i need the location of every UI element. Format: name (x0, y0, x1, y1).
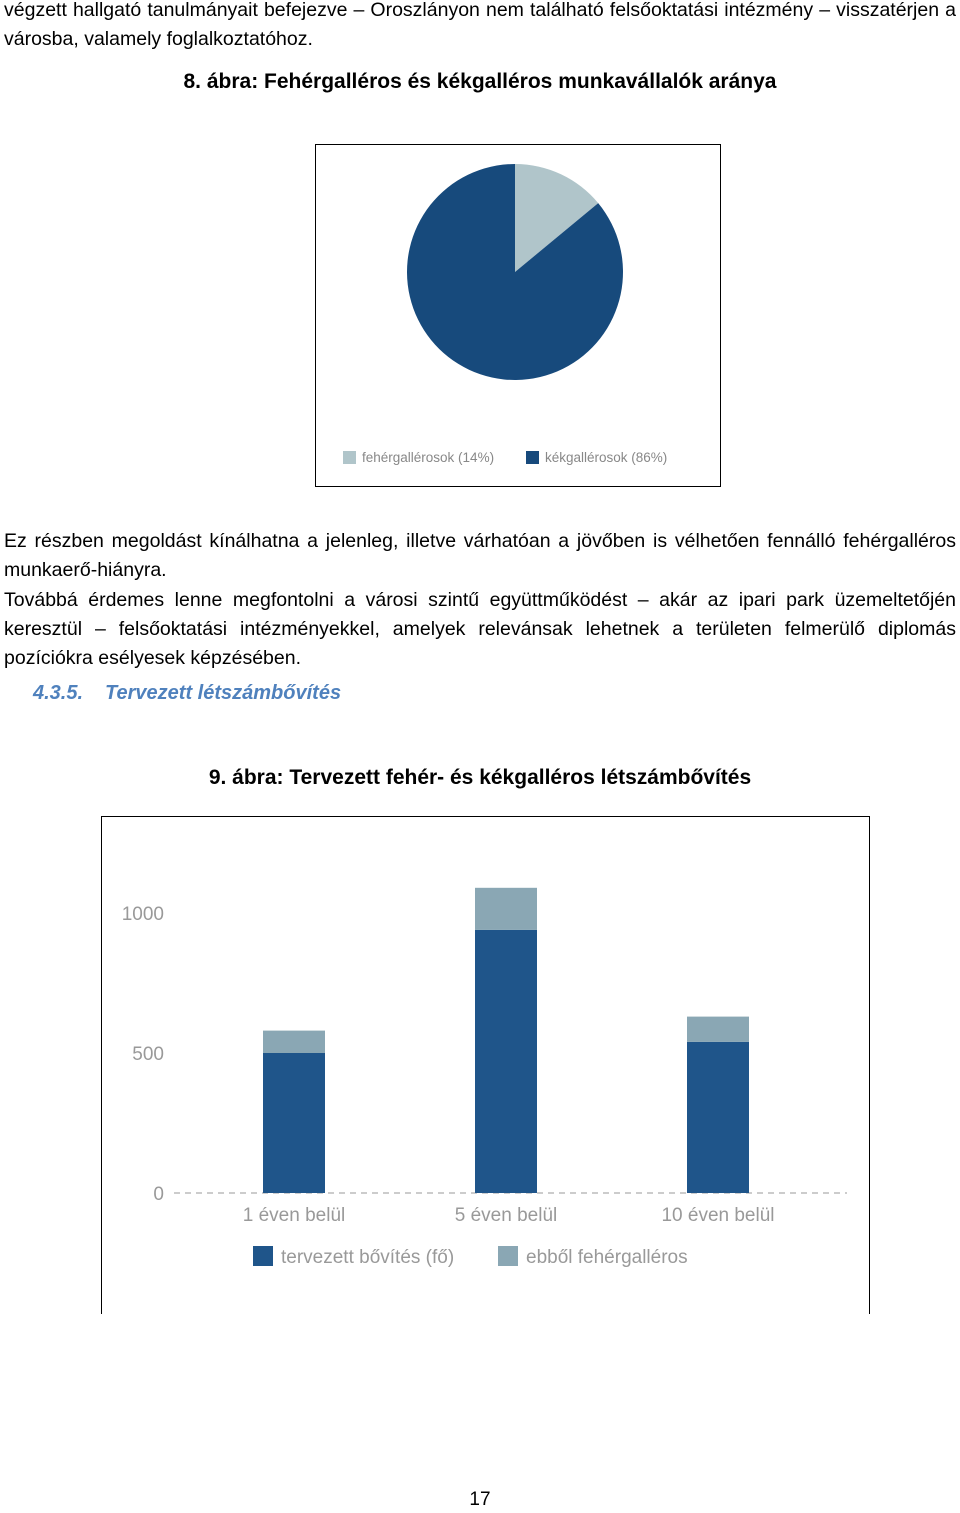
paragraph-2: Ez részben megoldást kínálhatna a jelenleg, illetve várhatóan a jövőben is vélhetően fennálló fehérgalléros munkaerő-hiányra. (4, 530, 956, 581)
paragraph-3: Továbbá érdemes lenne megfontolni a városi szintű együttműködést – akár az ipari park üzemeltetőjén keresztül – felsőoktatási intézményekkel, amelyek relevánsak lehetnek a területen felmerülő diplomás pozíciókra esélyesek képzésében. (4, 589, 956, 669)
y-tick-label-3: 1000 (121, 904, 164, 925)
section-title: Tervezett létszámbővítés (105, 682, 342, 704)
figure8-caption: 8. ábra: Fehérgalléros és kékgalléros munkavállalók aránya (183, 70, 777, 93)
x-tick-label-1: 1 éven belül (242, 1205, 346, 1226)
intro-paragraph: végzett hallgató tanulmányait befejezve – Oroszlányon nem található felsőoktatási intézmény – visszatérjen a városba, valamely foglalkoztatóhoz. (4, 0, 956, 50)
pie-legend-swatch-2 (526, 451, 539, 464)
bar-legend-swatch-1 (253, 1246, 273, 1266)
y-tick-label-1: 0 (153, 1184, 164, 1205)
section-heading (33, 682, 341, 705)
x-tick-label-2: 5 éven belül (454, 1205, 558, 1226)
bar-legend-swatch-2 (498, 1246, 518, 1266)
bar-chart-frame (101, 816, 870, 1314)
pie-chart (316, 145, 719, 485)
bar-expansion-3 (687, 1042, 749, 1193)
bar-whitecollar-2 (475, 888, 537, 930)
pie-legend-label-1: fehérgallérosok (14%) (362, 450, 495, 465)
bar-whitecollar-3 (687, 1017, 749, 1042)
bar-chart (102, 817, 868, 1314)
pie-chart-frame (315, 144, 721, 487)
x-tick-label-3: 10 éven belül (661, 1205, 775, 1226)
bar-legend-label-2: ebből fehérgalléros (526, 1247, 688, 1268)
section-number: 4.3.5. (33, 682, 84, 704)
y-tick-label-2: 500 (132, 1044, 164, 1065)
page-number: 17 (469, 1489, 491, 1510)
pie-legend-label-2: kékgallérosok (86%) (545, 450, 668, 465)
figure9-caption: 9. ábra: Tervezett fehér- és kékgalléros létszámbővítés (208, 766, 752, 789)
bar-expansion-1 (263, 1053, 325, 1193)
bar-legend-label-1: tervezett bővítés (fő) (281, 1247, 455, 1268)
bar-whitecollar-1 (263, 1031, 325, 1053)
bar-expansion-2 (475, 930, 537, 1193)
pie-legend-swatch-1 (343, 451, 356, 464)
